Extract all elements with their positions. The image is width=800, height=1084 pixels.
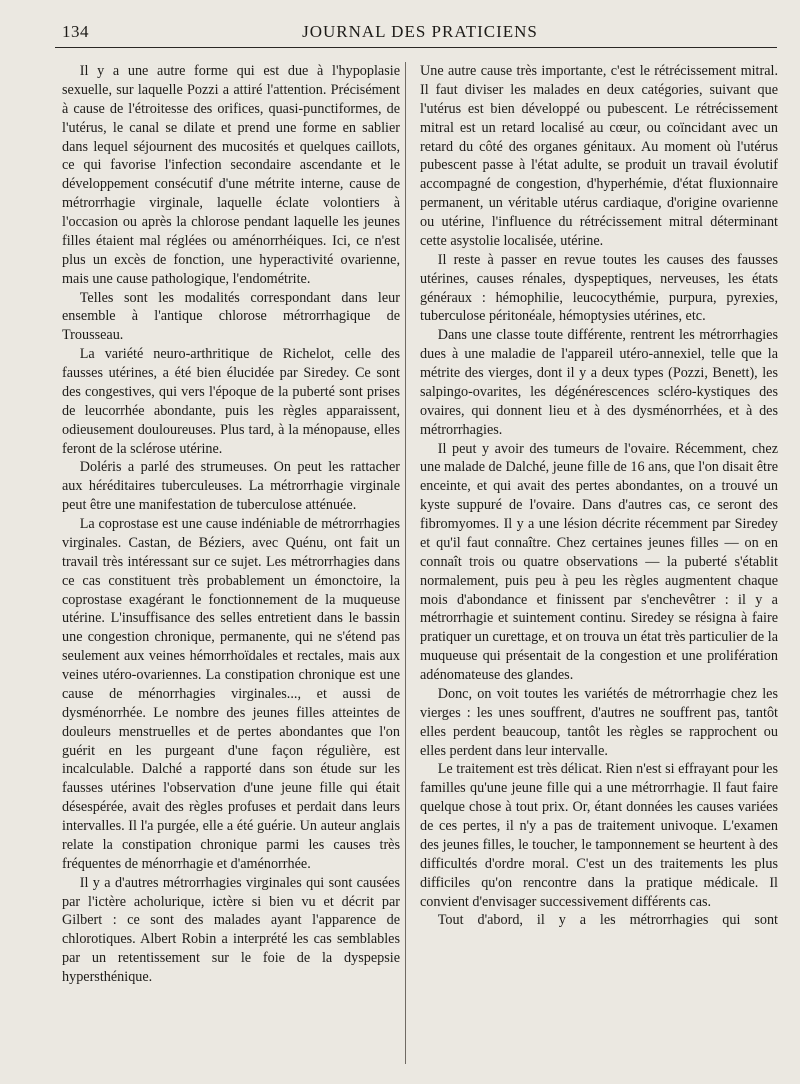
paragraph: Telles sont les modalités correspondant dans leur ensemble à l'antique chlorose métrorrhagique de Trousseau.	[62, 289, 400, 344]
paragraph: Il y a une autre forme qui est due à l'hypoplasie sexuelle, sur laquelle Pozzi a attiré l'attention. Précisément à cause de l'étroitesse des orifices, quasi-punctiformes, de l'utérus, le canal se dilate et prend une forme en sablier dans lequel séjournent des mucosités et quelques caillots, ce qui favorise l'infection secondaire ascendante et le développement consécutif d'une métrite interne, cause de métrorrhagie virginale, laquelle éclate volontiers à l'occasion ou après la chlorose pendant laquelle les jeunes filles étaient mal réglées ou aménorrhéiques. Ici, ce n'est plus un excès de fonction, une hyperactivité ovarienne, mais une cause pathologique, l'endométrite.	[62, 63, 400, 287]
journal-title: JOURNAL DES PRATICIENS	[302, 22, 538, 41]
paragraph: Une autre cause très importante, c'est le rétrécissement mitral. Il faut diviser les malades en deux catégories, suivant que l'utérus est bien développé ou pubescent. Le rétrécissement mitral est un retard localisé au cœur, ou coïncidant avec un retard du côté des organes génitaux. Au moment où l'utérus pubescent passe à l'état adulte, se produit un travail évolutif accompagné de congestion, d'hyperhémie, d'état fluxionnaire permanent, un véritable utérus cardiaque, d'origine ovarienne ou utérine, l'influence du rétrécissement mitral déterminant cette asystolie localisée, utérine.	[420, 63, 778, 249]
paragraph: La coprostase est une cause indéniable de métrorrhagies virginales. Castan, de Béziers, avec Quénu, ont fait un travail très intéressant sur ce sujet. Les métrorrhagies dans ce cas constituent très probablement un émonctoire, la coprostase exagérant le fonctionnement de la muqueuse utérine. L'insuffisance des selles entretient dans le bassin une congestion chronique, permanente, qui ne s'étend pas seulement aux veines hémorrhoïdales et rectales, mais aux veines utéro-ovariennes. La constipation chronique est une cause de ménorrhagies virginales..., et aussi de dysménorrhée. Le nombre des jeunes filles atteintes de douleurs menstruelles et de pertes abondantes que l'on guérit en les purgeant d'une façon régulière, est incalculable. Dalché a rapporté dans son étude sur les fausses utérines l'observation d'une jeune fille qui était désespérée, avait des règles profuses et perdait dans leurs intervalles. Il l'a purgée, elle a été guérie. Un auteur anglais relate la constipation chronique parmi les causes très fréquentes de ménorrhagie et d'aménorrhée.	[62, 516, 400, 872]
paragraph: Dans une classe toute différente, rentrent les métrorrhagies dues à une maladie de l'appareil utéro-annexiel, telle que la métrite des vierges, dont il y a deux types (Pozzi, Benett), les salpingo-ovarites, les dégénérescences scléro-kystiques des ovaires, qui donnent lieu et à des dysménorrhées, et à des métrorrhagies.	[420, 327, 778, 438]
column-divider	[405, 62, 406, 1064]
paragraph: Le traitement est très délicat. Rien n'est si effrayant pour les familles qu'une jeune fille qui a une métrorrhagie. Il faut faire quelque chose à tout prix. Or, étant données les causes variées de ces pertes, il n'y a pas de traitement univoque. L'examen des jeunes filles, le toucher, le tamponnement se heurtent à des difficultés d'ordre moral. C'est un des traitements les plus difficiles qu'on rencontre dans la pratique médicale. Il convient d'envisager successivement différents cas.	[420, 761, 778, 910]
paragraph: La variété neuro-arthritique de Richelot, celle des fausses utérines, a été bien élucidée par Siredey. Ce sont des congestives, qui vers l'époque de la puberté sont prises de leucorrhée abondante, puis les règles apparaissent, odieusement douloureuses. Plus tard, à la ménopause, elles feront de la sclérose utérine.	[62, 346, 400, 457]
paragraph: Il y a d'autres métrorrhagies virginales qui sont causées par l'ictère acholurique, ictère si bien vu et décrit par Gilbert : ce sont des malades ayant l'apparence de chlorotiques. Albert Robin a interprété les cas semblables par un retentissement sur le foie de la dyspepsie hypersthénique.	[62, 874, 400, 985]
page-header	[62, 22, 778, 44]
right-column	[420, 62, 778, 930]
paragraph: Il peut y avoir des tumeurs de l'ovaire. Récemment, chez une malade de Dalché, jeune fille de 16 ans, que l'on disait être enceinte, et qui avait des pertes abondantes, on a trouvé un kyste suppuré de l'ovaire. Dans d'autres cas, ce seront des fibromyomes. Il y a une lésion décrite récemment par Siredey et qu'il faut connaître. Chez certaines jeunes filles — on en connaît trois ou quatre observations — la puberté s'établit normalement, puis peu à peu les règles augmentent chaque mois d'abondance et finissent par s'enchevêtrer : il y a métrorrhagie et suintement continu. Siredey se résigna à faire pratiquer un curettage, et on trouva un état très particulier de la muqueuse qui présentait de la congestion et une prolifération adénomateuse des glandes.	[420, 440, 778, 683]
paragraph: Doléris a parlé des strumeuses. On peut les rattacher aux héréditaires tuberculeuses. La métrorrhagie virginale peut être une manifestation de tuberculose atténuée.	[62, 459, 400, 514]
left-column	[62, 62, 400, 987]
header-rule	[55, 47, 777, 48]
paragraph: Tout d'abord, il y a les métrorrhagies qui sont	[437, 912, 778, 929]
paragraph: Donc, on voit toutes les variétés de métrorrhagie chez les vierges : les unes souffrent, d'autres ne souffrent pas, tantôt elles perdent beaucoup, tantôt les règles se rapprochent ou elles perdent dans leur intervalle.	[420, 685, 778, 759]
page-number: 134	[62, 22, 89, 41]
paragraph: Il reste à passer en revue toutes les causes des fausses utérines, causes rénales, dyspeptiques, nerveuses, les états généraux : hémophilie, leucocythémie, purpura, pyrexies, tuberculose péritonéale, hémoptysies utérines, etc.	[420, 251, 778, 325]
